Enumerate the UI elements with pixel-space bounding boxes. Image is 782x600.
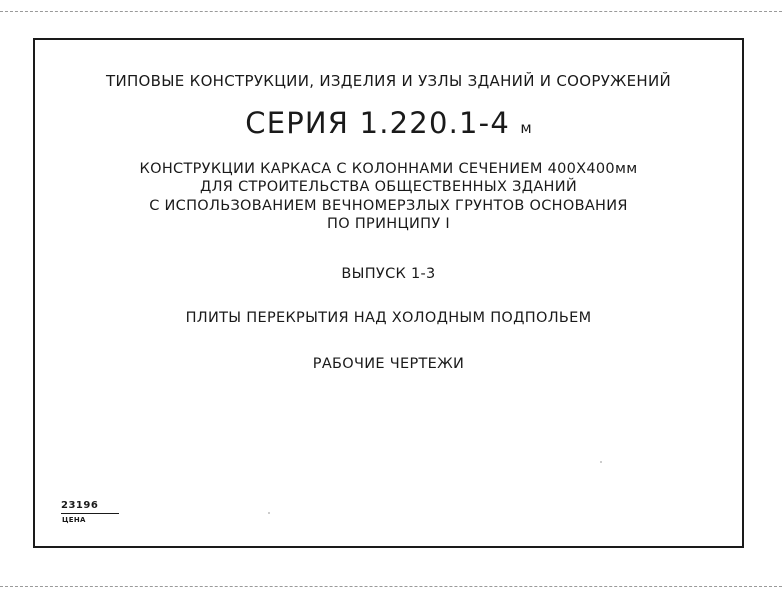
scan-edge-bottom	[0, 586, 782, 587]
description-line-3: С ИСПОЛЬЗОВАНИЕМ ВЕЧНОМЕРЗЛЫХ ГРУНТОВ ОСНОВАНИЯ	[149, 198, 628, 214]
series-suffix: м	[520, 119, 532, 137]
description-line-4: ПО ПРИНЦИПУ I	[327, 216, 450, 232]
drawings-label: РАБОЧИЕ ЧЕРТЕЖИ	[312, 356, 465, 372]
scan-edge-top	[0, 11, 782, 12]
series-title	[33, 106, 744, 140]
price-divider	[61, 513, 119, 514]
issue-number: ВЫПУСК 1-3	[341, 266, 436, 282]
subject-title: ПЛИТЫ ПЕРЕКРЫТИЯ НАД ХОЛОДНЫМ ПОДПОЛЬЕМ	[185, 310, 592, 326]
description-line-2: ДЛЯ СТРОИТЕЛЬСТВА ОБЩЕСТВЕННЫХ ЗДАНИЙ	[199, 179, 578, 195]
scan-speck	[600, 461, 602, 463]
scan-speck	[268, 512, 270, 514]
series-number: СЕРИЯ 1.220.1-4	[245, 106, 510, 140]
document-header: ТИПОВЫЕ КОНСТРУКЦИИ, ИЗДЕЛИЯ И УЗЛЫ ЗДАНИЙ И СООРУЖЕНИЙ	[105, 72, 672, 90]
description-line-1: КОНСТРУКЦИИ КАРКАСА С КОЛОННАМИ СЕЧЕНИЕМ 400Х400мм	[139, 161, 638, 177]
price-code: 23196	[61, 500, 99, 511]
price-label: ЦЕНА	[62, 516, 86, 524]
